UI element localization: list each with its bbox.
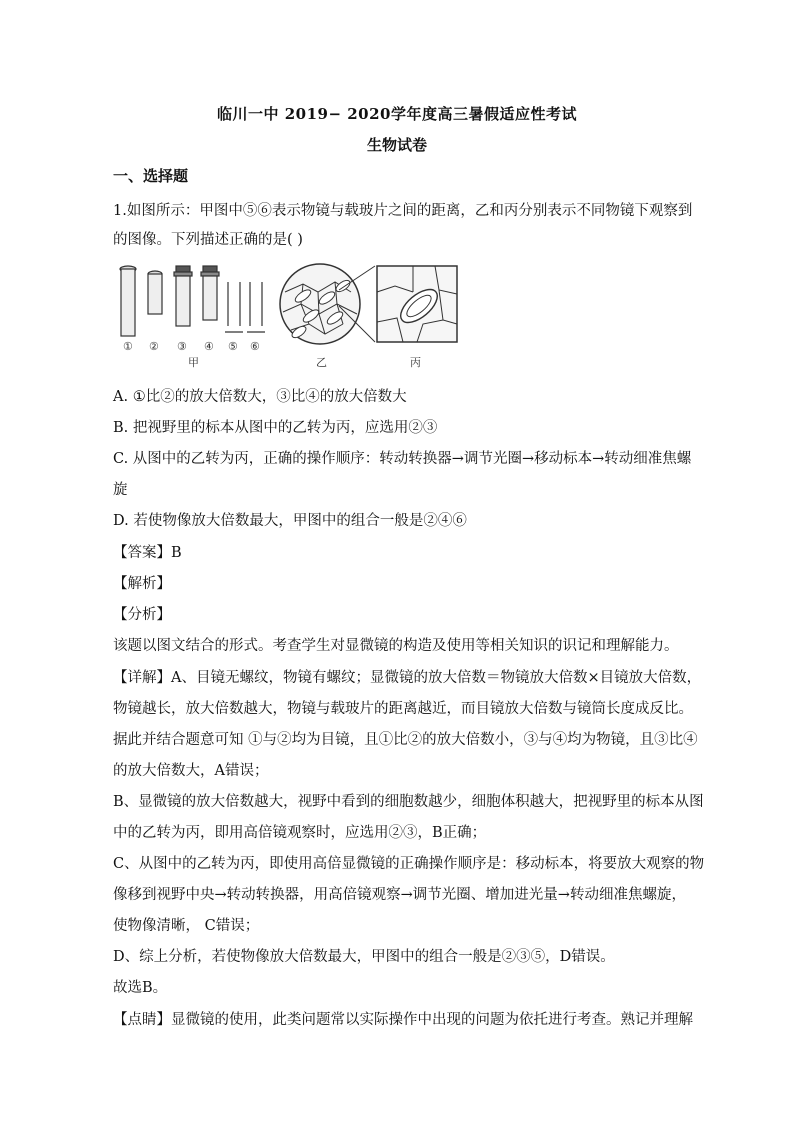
detail-line: 像移到视野中央→转动转换器，用高倍镜观察→调节光圈、增加进光量→转动细准焦螺旋， <box>113 887 686 903</box>
analysis-heading: 【解析】 <box>113 576 171 592</box>
lens-tube-2 <box>148 271 162 314</box>
label-yi: 乙 <box>316 356 327 369</box>
answer-line: 【答案】B <box>113 545 182 561</box>
distance-marker-6 <box>247 282 265 332</box>
option-c: C. 从图中的乙转为丙，正确的操作顺序：转动转换器→调节光圈→移动标本→转动细准焦螺 <box>113 451 692 467</box>
detail-line: 的放大倍数大，A错误； <box>113 763 269 779</box>
lens-tube-4 <box>201 266 219 320</box>
option-b: B. 把视野里的标本从图中的乙转为丙，应选用②③ <box>113 420 438 436</box>
question-stem-line: 的图像。下列描述正确的是( ) <box>113 232 303 248</box>
question-stem-line: 1.如图所示：甲图中⑤⑥表示物镜与载玻片之间的距离，乙和丙分别表示不同物镜下观察到 <box>113 203 693 219</box>
fenxi-text: 该题以图文结合的形式。考查学生对显微镜的构造及使用等相关知识的识记和理解能力。 <box>113 638 679 654</box>
detail-line: 据此并结合题意可知 ①与②均为目镜，且①比②的放大倍数小，③与④均为物镜，且③比④ <box>113 732 698 748</box>
fenxi-heading: 【分析】 <box>113 607 171 623</box>
exam-title: 临川一中 2019− 2020学年度高三暑假适应性考试 <box>216 105 577 123</box>
option-d: D. 若使物像放大倍数最大，甲图中的组合一般是②④⑥ <box>113 513 467 529</box>
tube-number-1: ① <box>123 340 133 353</box>
section-heading: 一、选择题 <box>113 167 189 185</box>
label-jia: 甲 <box>188 356 199 369</box>
detail-line: 中的乙转为丙，即用高倍镜观察时，应选用②③，B正确； <box>113 825 487 841</box>
tube-number-2: ② <box>149 340 159 353</box>
conclusion-line: 故选B。 <box>113 980 168 996</box>
subject-title: 生物试卷 <box>366 136 427 154</box>
tube-number-3: ③ <box>177 340 187 353</box>
option-c-continued: 旋 <box>113 482 128 498</box>
detail-line: B、显微镜的放大倍数越大，视野中看到的细胞数越少，细胞体积越大，把视野里的标本从图 <box>113 794 704 810</box>
detail-line: D、综上分析，若使物像放大倍数最大，甲图中的组合一般是②③⑤，D错误。 <box>113 949 615 965</box>
detail-line: 【详解】A、目镜无螺纹，物镜有螺纹；显微镜的放大倍数＝物镜放大倍数×目镜放大倍数， <box>113 670 702 686</box>
distance-marker-5 <box>225 282 243 332</box>
option-a: A. ①比②的放大倍数大，③比④的放大倍数大 <box>113 389 407 405</box>
tube-number-5: ⑤ <box>228 340 238 353</box>
detail-line: 使物像清晰， C错误； <box>113 918 260 934</box>
lens-tube-1 <box>120 266 136 336</box>
detail-line: C、从图中的乙转为丙，即使用高倍显微镜的正确操作顺序是：移动标本，将要放大观察的物 <box>113 856 705 872</box>
tube-number-6: ⑥ <box>250 340 260 353</box>
lens-tube-3 <box>174 266 192 326</box>
low-power-view <box>280 264 375 344</box>
dianjing-line: 【点睛】显微镜的使用，此类问题常以实际操作中出现的问题为依托进行考查。熟记并理解 <box>113 1012 693 1028</box>
tube-number-4: ④ <box>204 340 214 353</box>
microscope-figure <box>113 262 463 372</box>
high-power-view <box>377 266 457 342</box>
detail-line: 物镜越长，放大倍数越大，物镜与载玻片的距离越近，而目镜放大倍数与镜筒长度成反比。 <box>113 701 693 717</box>
label-bing: 丙 <box>410 356 421 369</box>
